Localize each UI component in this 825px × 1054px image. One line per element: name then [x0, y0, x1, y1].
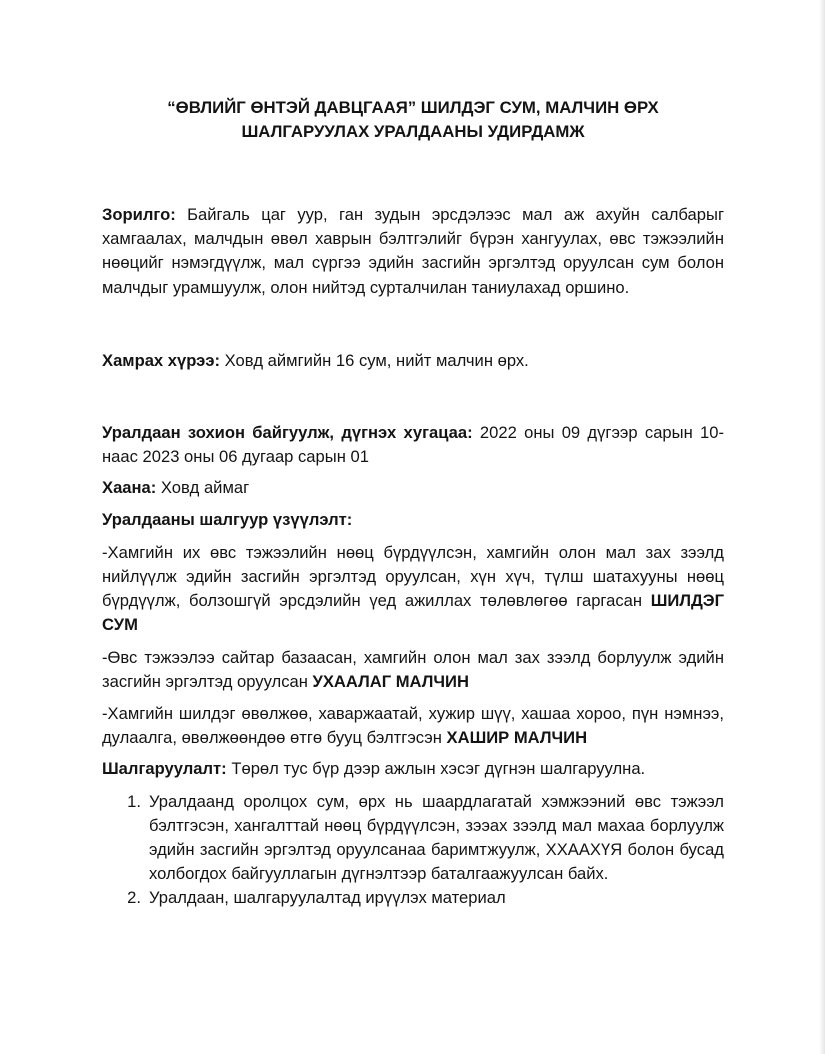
criteria-item [102, 541, 724, 638]
scope-label: Хамрах хүрээ: [102, 350, 221, 370]
criteria-item [102, 646, 724, 694]
document-title [102, 96, 724, 144]
contest-period-text: 2022 оны 09 дүгээр сарын 10-наас 2023 оны 06 дугаар сарын 01 [102, 423, 724, 467]
document-page [102, 96, 724, 911]
contest-period-paragraph [102, 421, 724, 469]
page-edge-shadow [819, 0, 825, 1054]
list-item-text: Уралдаанд оролцох сум, өрх нь шаардлагатай хэмжээний өвс тэжээл бэлтгэсэн, хангалттай нөөц бүрдүүлсэн, зээах зээлд мал махаа борлуулж эдийн засгийн эргэлтэд оруулсанаа баримтжуулж, ХХААХҮЯ болон бусад холбогдох байгууллагын дүгнэлтээр баталгаажуулсан байх. [149, 791, 724, 884]
criteria-text: -Хамгийн их өвс тэжээлийн нөөц бүрдүүлсэн, хамгийн олон мал зах зээлд нийлүүлж эдийн засгийн эргэлтэд оруулсан, хүн хүч, түлш шатахууны нөөц бүрдүүлж, болзошгүй эрсдэлийн үед ажиллах төлөвлөгөө гаргасан [102, 542, 724, 611]
selection-label: Шалгаруулалт: [102, 759, 227, 779]
goal-paragraph [102, 203, 724, 300]
goal-text: Байгаль цаг уур, ган зудын эрсдэлээс мал аж ахуйн салбарыг хамгаалах, малчдын өвөл хаврын бэлтгэлийг бүрэн хангуулах, өвс тэжээлийн нөөцийг нэмэгдүүлж, мал сүргээ эдийн засгийн эргэлтэд оруулсан сум болон малчдыг урамшуулж, олон нийтэд сурталчилан таниулахад оршино. [102, 205, 724, 297]
goal-label: Зорилго: [102, 205, 176, 224]
location-label: Хаана: [102, 478, 157, 498]
criteria-award: УХААЛАГ МАЛЧИН [312, 671, 469, 691]
list-item-number: 2. [127, 888, 141, 908]
list-item [102, 790, 724, 887]
criteria-text: -Өвс тэжээлээ сайтар базаасан, хамгийн олон мал зах зээлд борлуулж эдийн засгийн эргэлтэд оруулсан [102, 647, 724, 691]
scope-paragraph [102, 349, 724, 373]
criteria-award: ШИЛДЭГ СУМ [102, 591, 724, 635]
location-paragraph [102, 476, 724, 500]
title-line-2: ШАЛГАРУУЛАХ УРАЛДААНЫ УДИРДАМЖ [241, 122, 585, 141]
criteria-award: ХАШИР МАЛЧИН [446, 728, 588, 748]
criteria-text: -Хамгийн шилдэг өвөлжөө, хаваржаатай, хужир шүү, хашаа хороо, пүн нэмнээ, дулаалга, өвөлжөөндөө өтгө бууц бэлтгэсэн [102, 704, 724, 748]
location-text: Ховд аймаг [156, 478, 250, 498]
requirements-list [102, 790, 724, 911]
criteria-item [102, 702, 724, 750]
list-item [102, 886, 724, 910]
title-line-1: “ӨВЛИЙГ ӨНТЭЙ ДАВЦГААЯ” ШИЛДЭГ СУМ, МАЛЧИН ӨРХ [167, 98, 659, 117]
list-item-text: Уралдаан, шалгаруулалтад ирүүлэх материал [149, 888, 506, 908]
selection-text: Төрөл тус бүр дээр ажлын хэсэг дүгнэн шалгаруулна. [226, 759, 646, 779]
criteria-heading: Уралдааны шалгуур үзүүлэлт: [102, 509, 353, 529]
scope-text: Ховд аймгийн 16 сум, нийт малчин өрх. [220, 350, 529, 370]
selection-paragraph [102, 757, 724, 781]
list-item-number: 1. [127, 791, 141, 811]
contest-period-label: Уралдаан зохион байгуулж, дүгнэх хугацаа: [102, 423, 473, 443]
